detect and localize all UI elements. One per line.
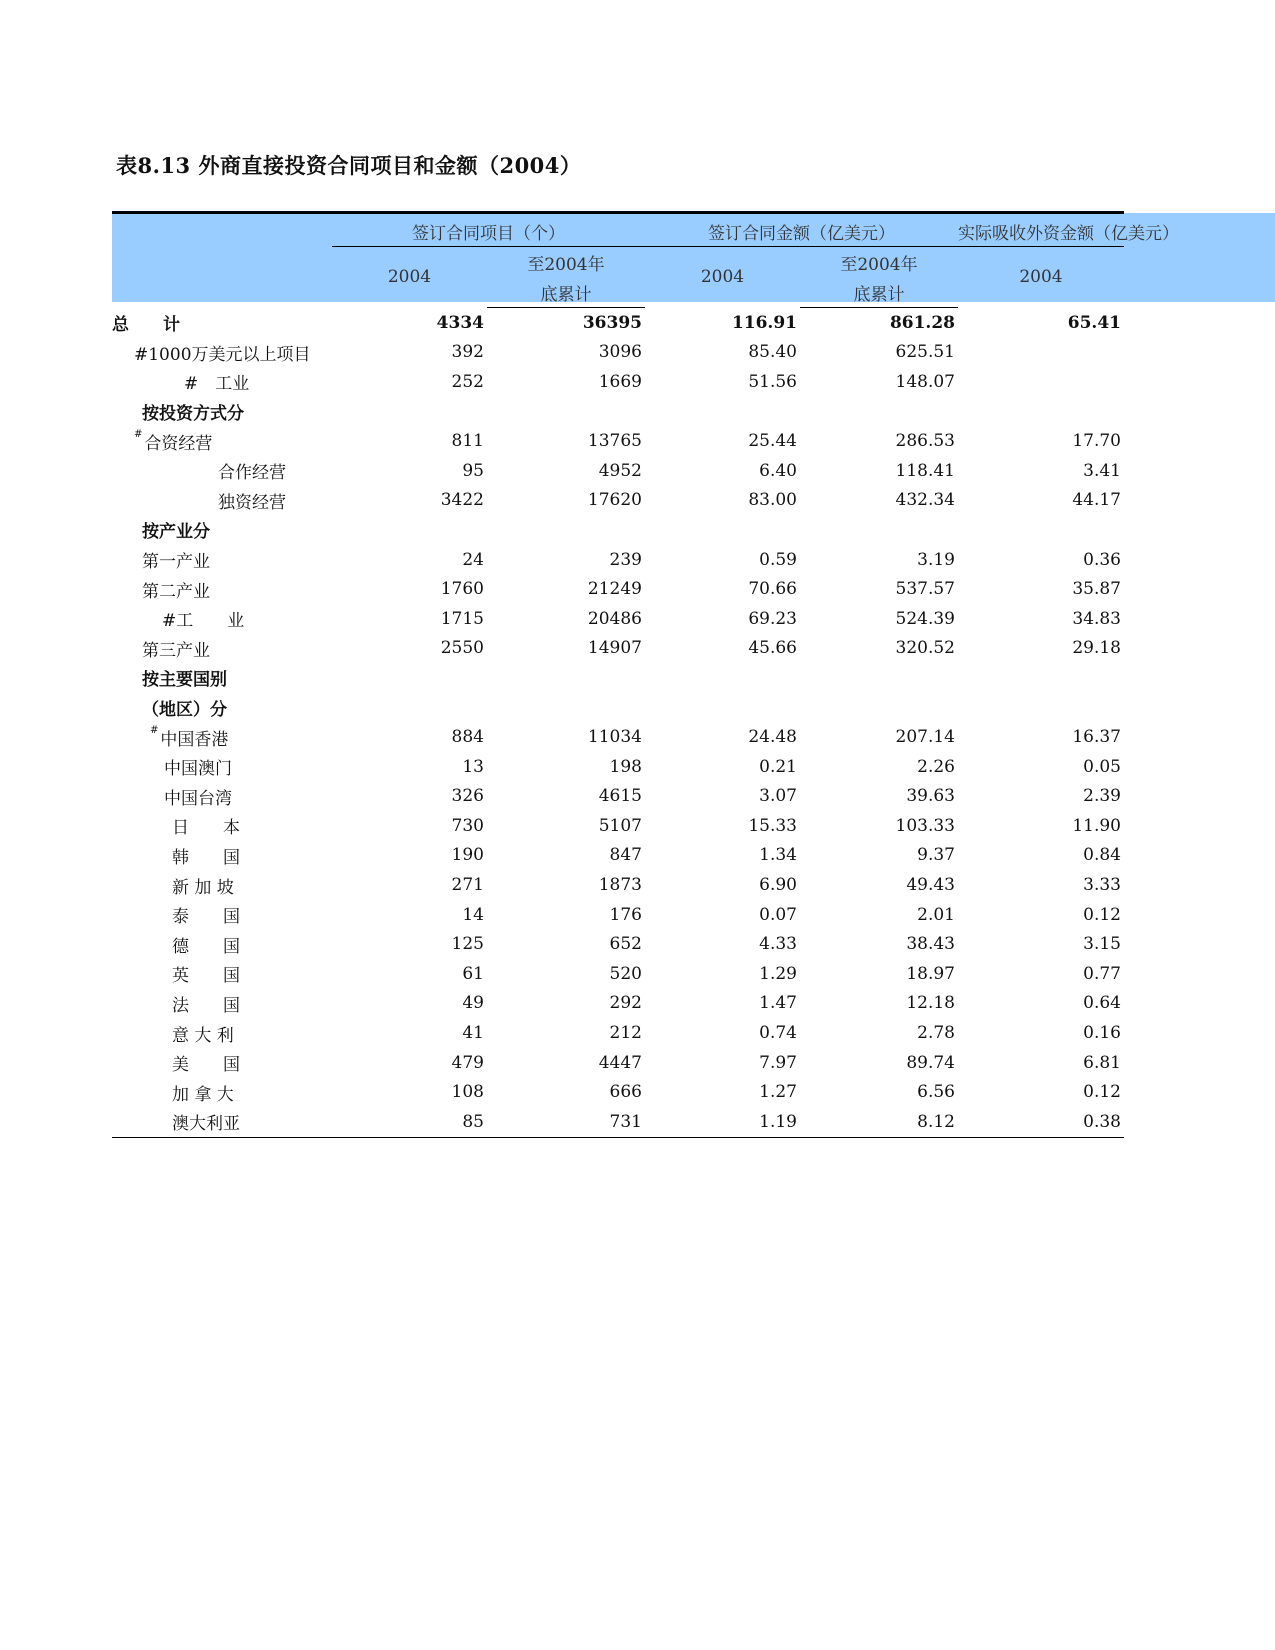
empty-cell (487, 515, 645, 545)
cell-projects-2004: 41 (462, 1023, 484, 1044)
cell-projects-2004: 49 (462, 993, 484, 1014)
cell-value-cumulative: 2.78 (917, 1023, 955, 1044)
cell-projects-cumulative: 666 (609, 1082, 642, 1103)
empty-cell (332, 515, 487, 545)
cell-value-cumulative: 118.41 (895, 460, 955, 481)
empty-cell (645, 397, 800, 427)
header-cum-projects-line1: 至2004年 (527, 254, 605, 275)
cell-value-2004: 6.90 (759, 875, 797, 896)
table-header (112, 213, 1179, 308)
row-label: 合作经营 (218, 463, 286, 484)
empty-cell (487, 663, 645, 693)
cell-projects-cumulative: 4952 (598, 460, 642, 481)
cell-value-cumulative: 861.28 (889, 312, 955, 333)
cell-projects-2004: 2550 (440, 638, 484, 659)
table-row (112, 752, 1124, 782)
cell-value-2004: 0.74 (759, 1023, 797, 1044)
cell-actual-2004: 16.37 (1072, 727, 1121, 748)
table-row-section (112, 397, 1124, 427)
cell-projects-2004: 884 (451, 727, 484, 748)
cell-value-2004: 45.66 (748, 638, 797, 659)
row-label: 韩 国 (172, 847, 240, 868)
table-row (112, 574, 1124, 604)
cell-value-2004: 15.33 (748, 815, 797, 836)
empty-cell (800, 663, 958, 693)
row-label: 中国台湾 (164, 788, 232, 809)
cell-value-cumulative: 49.43 (906, 875, 955, 896)
cell-value-2004: 1.27 (759, 1082, 797, 1103)
section-label: 按投资方式分 (142, 404, 244, 425)
empty-cell (487, 397, 645, 427)
cell-projects-cumulative: 21249 (587, 579, 642, 600)
cell-projects-cumulative: 652 (609, 934, 642, 955)
row-label: 澳大利亚 (112, 1107, 332, 1137)
cell-actual-2004: 0.77 (1083, 963, 1121, 984)
cell-projects-cumulative: 13765 (587, 431, 642, 452)
table-row (112, 929, 1124, 959)
cell-projects-2004: 271 (451, 875, 484, 896)
table-row (112, 841, 1124, 871)
section-label: （地区）分 (142, 700, 227, 721)
cell-value-2004: 85.40 (748, 342, 797, 363)
cell-projects-2004: 14 (462, 904, 484, 925)
cell-projects-cumulative: 847 (609, 845, 642, 866)
empty-cell (645, 515, 800, 545)
empty-cell (800, 515, 958, 545)
cell-value-cumulative: 12.18 (906, 993, 955, 1014)
empty-cell (800, 693, 958, 723)
cell-projects-cumulative: 239 (609, 549, 642, 570)
cell-actual-2004: 3.33 (1083, 875, 1121, 896)
cell-value-2004: 0.59 (759, 549, 797, 570)
cell-actual-2004: 34.83 (1072, 608, 1121, 629)
cell-value-cumulative: 524.39 (895, 608, 955, 629)
cell-value-2004: 0.07 (759, 904, 797, 925)
row-label-cell (112, 722, 332, 752)
section-label: 按产业分 (142, 522, 210, 543)
cell-actual-2004: 3.15 (1083, 934, 1121, 955)
cell-projects-2004: 252 (451, 371, 484, 392)
row-label: #工 业 (162, 611, 245, 632)
table-row (112, 367, 1124, 397)
table-row (112, 545, 1124, 575)
cell-projects-cumulative: 36395 (582, 312, 642, 333)
cell-value-2004: 116.91 (731, 312, 797, 333)
cell-projects-2004: 3422 (440, 490, 484, 511)
table-row (112, 426, 1124, 456)
cell-projects-cumulative: 17620 (587, 490, 642, 511)
cell-projects-2004: 730 (451, 815, 484, 836)
cell-value-cumulative: 8.12 (800, 1107, 958, 1137)
cell-value-cumulative: 2.01 (917, 904, 955, 925)
cell-projects-cumulative: 198 (609, 756, 642, 777)
table-row (112, 456, 1124, 486)
row-label: 德 国 (172, 936, 240, 957)
empty-cell (958, 515, 1124, 545)
cell-value-cumulative: 432.34 (895, 490, 955, 511)
table-row (112, 900, 1124, 930)
table-row-section (112, 663, 1124, 693)
cell-projects-cumulative: 292 (609, 993, 642, 1014)
cell-projects-2004: 1760 (440, 579, 484, 600)
header-year-actual: 2004 (1019, 267, 1063, 288)
cell-value-2004: 24.48 (748, 727, 797, 748)
cell-projects-2004: 479 (451, 1052, 484, 1073)
row-label: 泰 国 (172, 907, 240, 928)
cell-value-cumulative: 39.63 (906, 786, 955, 807)
row-label: 加 拿 大 (172, 1084, 234, 1105)
cell-value-cumulative: 320.52 (895, 638, 955, 659)
cell-projects-cumulative: 11034 (587, 727, 642, 748)
row-label: 中国香港 (160, 729, 229, 750)
cell-projects-2004: 392 (451, 342, 484, 363)
cell-value-2004: 1.47 (759, 993, 797, 1014)
header-actual-use-text: 实际吸收外资金额（亿美元） (958, 224, 1179, 244)
row-label: #1000万美元以上项目 (134, 344, 311, 365)
cell-value-2004: 3.07 (759, 786, 797, 807)
cell-value-cumulative: 537.57 (895, 579, 955, 600)
row-label: 日 本 (172, 818, 240, 839)
cell-actual-2004: 0.12 (1083, 1082, 1121, 1103)
row-label: # 工业 (184, 374, 250, 395)
cell-actual-2004: 3.41 (1083, 460, 1121, 481)
table-row (112, 634, 1124, 664)
table-row (112, 1048, 1124, 1078)
cell-actual-2004: 29.18 (1072, 638, 1121, 659)
cell-projects-2004: 1715 (440, 608, 484, 629)
table-row (112, 604, 1124, 634)
empty-cell (645, 693, 800, 723)
cell-value-cumulative: 148.07 (895, 371, 955, 392)
cell-projects-2004: 95 (462, 460, 484, 481)
cell-projects-cumulative: 1669 (598, 371, 642, 392)
fdi-table (112, 211, 1179, 1138)
cell-value-2004: 1.34 (759, 845, 797, 866)
cell-projects-cumulative: 3096 (598, 342, 642, 363)
cell-value-2004: 70.66 (748, 579, 797, 600)
cell-projects-2004: 61 (462, 963, 484, 984)
cell-projects-cumulative: 4447 (598, 1052, 642, 1073)
cell-actual-2004: 65.41 (1067, 312, 1121, 333)
row-label: 第一产业 (142, 552, 210, 573)
header-blank-cell (112, 213, 332, 308)
header-cum-value-line1: 至2004年 (840, 254, 918, 275)
row-label: 合资经营 (144, 433, 213, 454)
header-cum-projects-line2: 底累计 (487, 277, 645, 308)
cell-projects-cumulative: 176 (609, 904, 642, 925)
cell-actual-2004: 0.05 (1083, 756, 1121, 777)
cell-projects-cumulative: 212 (609, 1023, 642, 1044)
cell-actual-2004: 0.12 (1083, 904, 1121, 925)
table-row (112, 989, 1124, 1019)
table-row (112, 782, 1124, 812)
header-year-value: 2004 (700, 267, 745, 288)
cell-projects-2004: 108 (451, 1082, 484, 1103)
cell-actual-2004: 44.17 (1072, 490, 1121, 511)
cell-actual-2004 (958, 367, 1124, 397)
cell-value-2004: 51.56 (748, 371, 797, 392)
cell-value-cumulative: 3.19 (917, 549, 955, 570)
empty-cell (958, 663, 1124, 693)
table-row (112, 811, 1124, 841)
row-label: 法 国 (172, 995, 240, 1016)
cell-projects-cumulative: 4615 (598, 786, 642, 807)
cell-value-cumulative: 9.37 (917, 845, 955, 866)
cell-actual-2004: 0.84 (1083, 845, 1121, 866)
cell-value-2004: 4.33 (759, 934, 797, 955)
cell-actual-2004: 11.90 (1072, 815, 1121, 836)
cell-projects-cumulative: 14907 (587, 638, 642, 659)
table-row (112, 1077, 1124, 1107)
cell-value-cumulative: 18.97 (906, 963, 955, 984)
table-row (112, 722, 1124, 752)
empty-cell (332, 663, 487, 693)
cell-actual-2004: 0.16 (1083, 1023, 1121, 1044)
cell-value-2004: 7.97 (759, 1052, 797, 1073)
header-year-projects: 2004 (387, 267, 432, 288)
row-label-cell (112, 426, 332, 456)
table-row (112, 1107, 1124, 1137)
row-label: 英 国 (172, 966, 240, 987)
cell-value-cumulative: 6.56 (917, 1082, 955, 1103)
cell-projects-cumulative: 1873 (598, 875, 642, 896)
cell-projects-2004: 85 (332, 1107, 487, 1137)
cell-projects-2004: 326 (451, 786, 484, 807)
empty-cell (645, 663, 800, 693)
data-table-wrapper (112, 211, 1179, 1138)
empty-cell (800, 397, 958, 427)
empty-cell (958, 397, 1124, 427)
cell-projects-2004: 190 (451, 845, 484, 866)
cell-actual-2004: 2.39 (1083, 786, 1121, 807)
empty-cell (332, 693, 487, 723)
cell-actual-2004: 0.64 (1083, 993, 1121, 1014)
row-label: 第三产业 (142, 640, 210, 661)
empty-cell (487, 693, 645, 723)
cell-value-2004: 1.29 (759, 963, 797, 984)
cell-actual-2004: 0.36 (1083, 549, 1121, 570)
row-label: 中国澳门 (164, 759, 232, 780)
empty-cell (958, 693, 1124, 723)
row-label: 总 计 (112, 315, 180, 336)
cell-value-2004: 0.21 (759, 756, 797, 777)
cell-value-cumulative: 103.33 (895, 815, 955, 836)
cell-value-cumulative: 286.53 (895, 431, 955, 452)
empty-cell (332, 397, 487, 427)
cell-projects-cumulative: 731 (487, 1107, 645, 1137)
cell-value-cumulative: 38.43 (906, 934, 955, 955)
cell-projects-2004: 125 (451, 934, 484, 955)
cell-value-2004: 6.40 (759, 460, 797, 481)
table-row (112, 338, 1124, 368)
section-label: 按主要国别 (142, 670, 227, 691)
cell-value-cumulative: 2.26 (917, 756, 955, 777)
table-row-section (112, 693, 1124, 723)
cell-value-2004: 25.44 (748, 431, 797, 452)
row-label: 新 加 坡 (172, 877, 234, 898)
table-row (112, 959, 1124, 989)
cell-actual-2004: 17.70 (1072, 431, 1121, 452)
cell-actual-2004: 35.87 (1072, 579, 1121, 600)
header-cum-value-line2: 底累计 (800, 277, 958, 308)
cell-projects-2004: 13 (462, 756, 484, 777)
cell-value-cumulative: 89.74 (906, 1052, 955, 1073)
cell-actual-2004 (958, 338, 1124, 368)
cell-projects-2004: 24 (462, 549, 484, 570)
cell-value-cumulative: 207.14 (895, 727, 955, 748)
cell-projects-2004: 4334 (436, 312, 484, 333)
table-row (112, 486, 1124, 516)
cell-actual-2004: 6.81 (1083, 1052, 1121, 1073)
hash-mark: # (134, 428, 143, 440)
table-body (112, 308, 1124, 1138)
row-label: 意 大 利 (172, 1025, 234, 1046)
table-row-total (112, 308, 1124, 338)
table-row (112, 1018, 1124, 1048)
cell-value-2004: 83.00 (748, 490, 797, 511)
table-row (112, 870, 1124, 900)
table-row-section (112, 515, 1124, 545)
cell-projects-cumulative: 5107 (598, 815, 642, 836)
header-contract-projects: 签订合同项目（个） (332, 213, 645, 247)
cell-projects-cumulative: 20486 (587, 608, 642, 629)
header-contract-value: 签订合同金额（亿美元） (645, 213, 958, 247)
cell-value-cumulative: 625.51 (895, 342, 955, 363)
hash-mark: # (150, 724, 159, 736)
cell-value-2004: 69.23 (748, 608, 797, 629)
row-label: 美 国 (172, 1055, 240, 1076)
cell-actual-2004: 0.38 (958, 1107, 1124, 1137)
cell-value-2004: 1.19 (645, 1107, 800, 1137)
page-title: 表8.13 外商直接投资合同项目和金额（2004） (116, 153, 582, 178)
row-label: 独资经营 (218, 492, 286, 513)
row-label: 第二产业 (142, 581, 210, 602)
header-actual-use (958, 213, 1179, 247)
cell-projects-cumulative: 520 (609, 963, 642, 984)
cell-projects-2004: 811 (451, 431, 484, 452)
